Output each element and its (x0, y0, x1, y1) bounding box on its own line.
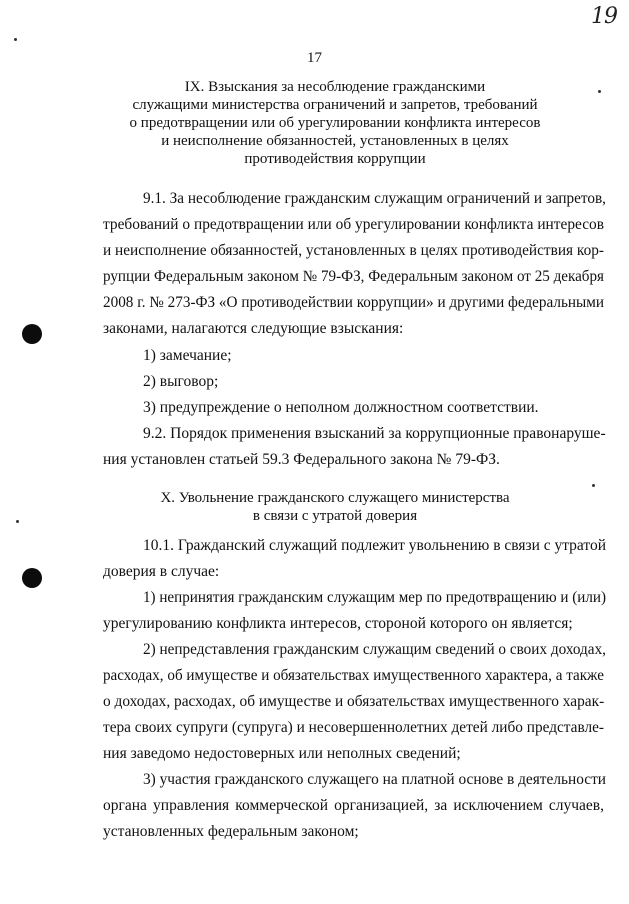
heading-line: IX. Взыскания за несоблюдение гражданскими (184, 79, 486, 95)
paragraph-line: 9.2. Порядок применения взысканий за коррупционные правонаруше- (143, 425, 606, 442)
paragraph-line: законами, налагаются следующие взыскания: (103, 320, 404, 337)
list-item: 1) непринятия гражданским служащим мер по предотвращению и (или) (143, 589, 606, 606)
paragraph-line: урегулированию конфликта интересов, стороной которого он является; (103, 615, 573, 632)
paragraph-line: рупции Федеральным законом № 79-ФЗ, Федеральным законом от 25 декабря (103, 268, 604, 285)
paragraph-line: установленных федеральным законом; (103, 823, 359, 840)
scan-speck (14, 38, 17, 41)
heading-line: в связи с утратой доверия (252, 508, 418, 524)
heading-line: и неисполнение обязанностей, установленных в целях (161, 133, 509, 149)
punch-hole (22, 324, 42, 344)
paragraph-line: доверия в случае: (103, 563, 220, 580)
list-item: 3) предупреждение о неполном должностном соответствии. (143, 399, 539, 416)
paragraph-line: ния установлен статьей 59.3 Федерального закона № 79-ФЗ. (103, 451, 500, 468)
punch-hole (22, 568, 42, 588)
list-item: 2) непредставления гражданским служащим сведений о своих доходах, (143, 641, 606, 658)
list-item: 1) замечание; (143, 347, 232, 364)
scan-speck (598, 90, 601, 93)
paragraph-line: расходах, об имуществе и обязательствах имущественного характера, а также (103, 667, 604, 684)
section-9-heading (100, 78, 570, 168)
paragraph-line: требований о предотвращении или об урегулировании конфликта интересов (103, 216, 604, 233)
paragraph-line: 2008 г. № 273-ФЗ «О противодействии коррупции» и другими федеральными (103, 294, 604, 311)
scan-speck (16, 520, 19, 523)
page-number: 17 (307, 50, 322, 66)
handwritten-page-number: 19 (591, 4, 617, 29)
heading-line: противодействия коррупции (244, 151, 426, 167)
paragraph-line: и неисполнение обязанностей, установленных в целях противодействия кор- (103, 242, 604, 259)
paragraph-line: 10.1. Гражданский служащий подлежит увольнению в связи с утратой (143, 537, 606, 554)
paragraph-line: о доходах, расходах, об имуществе и обязательствах имущественного харак- (103, 693, 605, 710)
paragraph-line: органа управления коммерческой организацией, за исключением случаев, (103, 797, 604, 814)
list-item: 2) выговор; (143, 373, 219, 390)
scan-speck (592, 484, 595, 487)
section-10-heading (100, 489, 570, 525)
heading-line: о предотвращении или об урегулировании конфликта интересов (129, 115, 541, 131)
heading-line: служащими министерства ограничений и запретов, требований (132, 97, 538, 113)
paragraph-line: тера своих супруги (супруга) и несовершеннолетних детей либо представле- (103, 719, 605, 736)
paragraph-line: ния заведомо недостоверных или неполных сведений; (103, 745, 461, 762)
paragraph-line: 9.1. За несоблюдение гражданским служащим ограничений и запретов, (143, 190, 606, 207)
list-item: 3) участия гражданского служащего на платной основе в деятельности (143, 771, 606, 788)
heading-line: X. Увольнение гражданского служащего министерства (160, 490, 510, 506)
